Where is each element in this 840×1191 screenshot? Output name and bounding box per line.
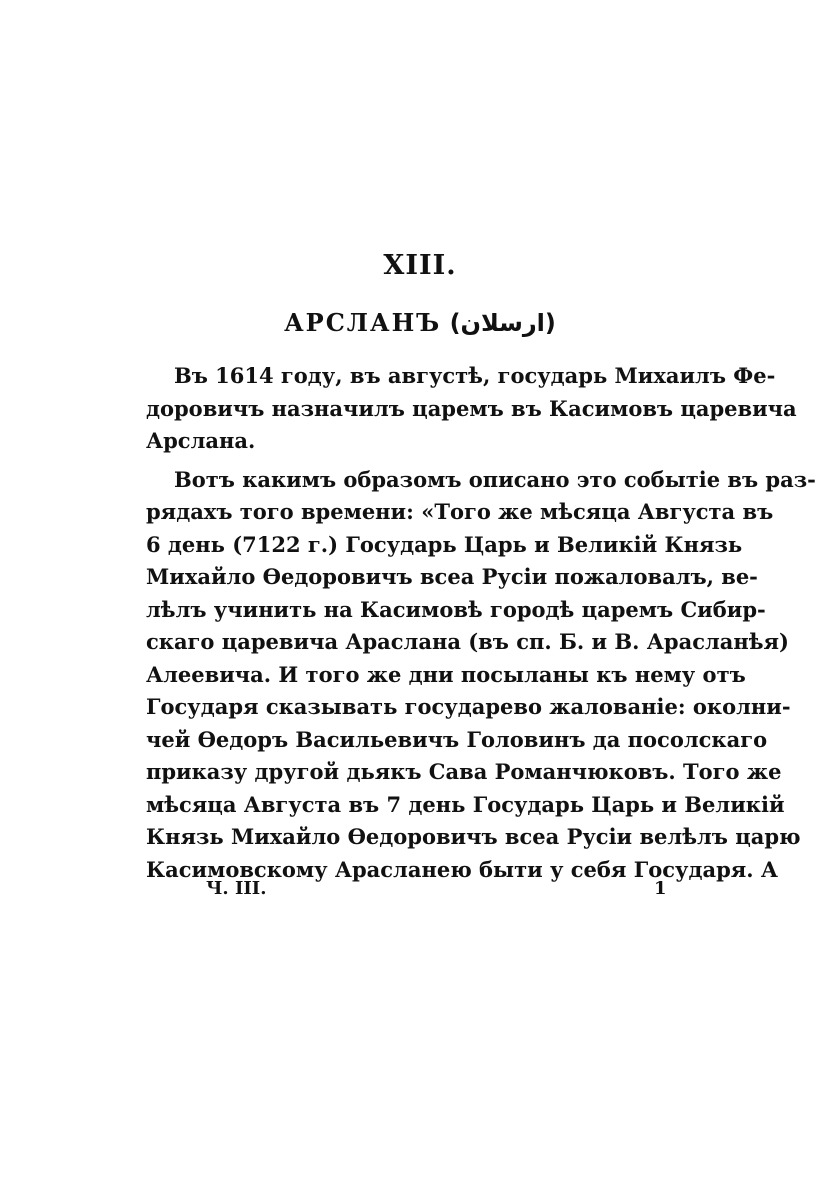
text-line: приказу другой дьякъ Сава Романчюковъ. Того же [146, 759, 782, 784]
chapter-title-name: АРСЛАНЪ [284, 308, 442, 337]
chapter-title [0, 308, 840, 337]
text-line: Алеевича. И того же дни посыланы къ нему отъ [146, 661, 746, 687]
text-line: мѣсяца Августа въ 7 день Государь Царь и Великій [146, 791, 785, 817]
chapter-title-arabic: (ارسلان) [449, 309, 556, 337]
text-line: Арслана. [146, 428, 256, 453]
body-text [146, 360, 816, 886]
text-line: 6 день (7122 г.) Государь Царь и Великій Князь [146, 531, 743, 557]
paragraph [146, 464, 816, 887]
paragraph [146, 360, 797, 458]
signature-mark: Ч. III. [206, 878, 267, 899]
text-line: доровичъ назначилъ царемъ въ Касимовъ царевича [146, 395, 797, 421]
page-footer [146, 878, 724, 908]
text-line: Вотъ какимъ образомъ описано это событіе въ раз- [174, 466, 816, 492]
text-line: Въ 1614 году, въ августѣ, государь Михаилъ Фе- [174, 363, 776, 388]
text-line: чей Ѳедоръ Васильевичъ Головинъ да посолскаго [146, 726, 768, 752]
text-line: Михайло Ѳедоровичъ всеа Русіи пожаловалъ, ве- [146, 564, 758, 589]
text-line: рядахъ того времени: «Того же мѣсяца Августа въ [146, 499, 774, 524]
text-line: скаго царевича Араслана (въ сп. Б. и В. Арасланѣя) [146, 629, 789, 654]
sheet-number: 1 [654, 878, 667, 899]
text-line: Князь Михайло Ѳедоровичъ всеа Русіи велѣлъ царю [146, 824, 801, 849]
text-line: лѣлъ учинить на Касимовѣ городѣ царемъ Сибир- [146, 596, 766, 622]
chapter-number: XIII. [383, 250, 457, 281]
text-line: Государя сказывать государево жалованіе: околни- [146, 694, 791, 719]
text-line: Касимовскому Арасланею быти у себя Государя. А [146, 856, 778, 882]
